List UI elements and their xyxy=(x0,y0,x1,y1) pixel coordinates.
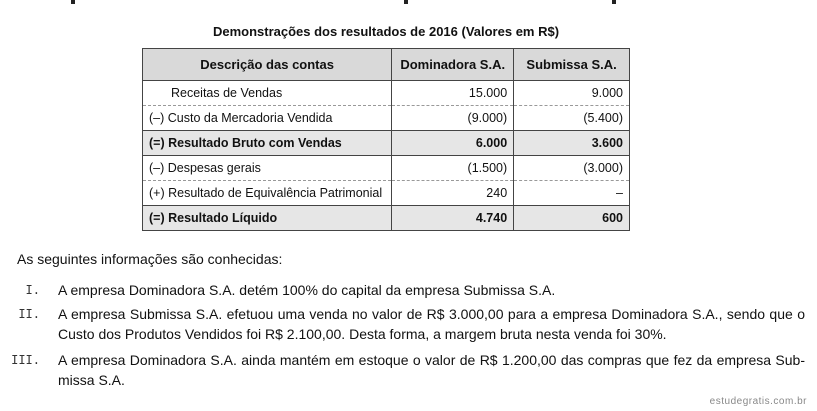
row-label: (=) Resultado Bruto com Vendas xyxy=(143,131,392,156)
row-value-submissa: (3.000) xyxy=(514,156,630,181)
row-label: (–) Custo da Mercadoria Vendida xyxy=(143,106,392,131)
site-watermark: estudegratis.com.br xyxy=(709,396,807,407)
row-label: (+) Resultado de Equivalência Patrimonial xyxy=(143,181,392,206)
row-value-dominadora: (9.000) xyxy=(392,106,514,131)
table-row xyxy=(143,106,630,131)
header-submissa: Submissa S.A. xyxy=(514,49,630,81)
table-row xyxy=(143,206,630,231)
row-value-dominadora: 15.000 xyxy=(392,81,514,106)
row-label: Receitas de Vendas xyxy=(143,81,392,106)
row-label: (=) Resultado Líquido xyxy=(143,206,392,231)
item-text: A empresa Dominadora S.A. ainda mantém em estoque o valor de R$ 1.200,00 das compras que fez da empresa Sub-missa S.A. xyxy=(58,352,805,388)
row-value-dominadora: (1.500) xyxy=(392,156,514,181)
cropped-text-fragments xyxy=(0,0,817,8)
list-item xyxy=(0,350,817,390)
table-row xyxy=(143,131,630,156)
list-item xyxy=(0,304,817,344)
row-value-submissa: 3.600 xyxy=(514,131,630,156)
income-statement-table xyxy=(142,48,630,231)
table-row xyxy=(143,156,630,181)
table-row xyxy=(143,181,630,206)
item-text: A empresa Submissa S.A. efetuou uma venda no valor de R$ 3.000,00 para a empresa Dominadora S.A., sendo que o Custo dos Produtos Vendidos foi R$ 2.100,00. Desta forma, a margem bruta nesta venda foi 30%. xyxy=(58,306,805,342)
row-value-submissa: – xyxy=(514,181,630,206)
row-value-submissa: 600 xyxy=(514,206,630,231)
table-row xyxy=(143,81,630,106)
row-value-dominadora: 4.740 xyxy=(392,206,514,231)
table-header-row xyxy=(143,49,630,81)
row-value-dominadora: 6.000 xyxy=(392,131,514,156)
header-description: Descrição das contas xyxy=(143,49,392,81)
row-value-submissa: 9.000 xyxy=(514,81,630,106)
item-numeral: II. xyxy=(18,307,40,321)
row-label: (–) Despesas gerais xyxy=(143,156,392,181)
item-text: A empresa Dominadora S.A. detém 100% do capital da empresa Submissa S.A. xyxy=(58,282,556,298)
row-value-dominadora: 240 xyxy=(392,181,514,206)
header-dominadora: Dominadora S.A. xyxy=(392,49,514,81)
row-value-submissa: (5.400) xyxy=(514,106,630,131)
information-list xyxy=(0,280,817,390)
statement-title: Demonstrações dos resultados de 2016 (Valores em R$) xyxy=(212,24,560,39)
list-item xyxy=(0,280,817,300)
item-numeral: III. xyxy=(11,353,40,367)
item-numeral: I. xyxy=(25,283,40,297)
intro-text: As seguintes informações são conhecidas: xyxy=(17,251,283,267)
